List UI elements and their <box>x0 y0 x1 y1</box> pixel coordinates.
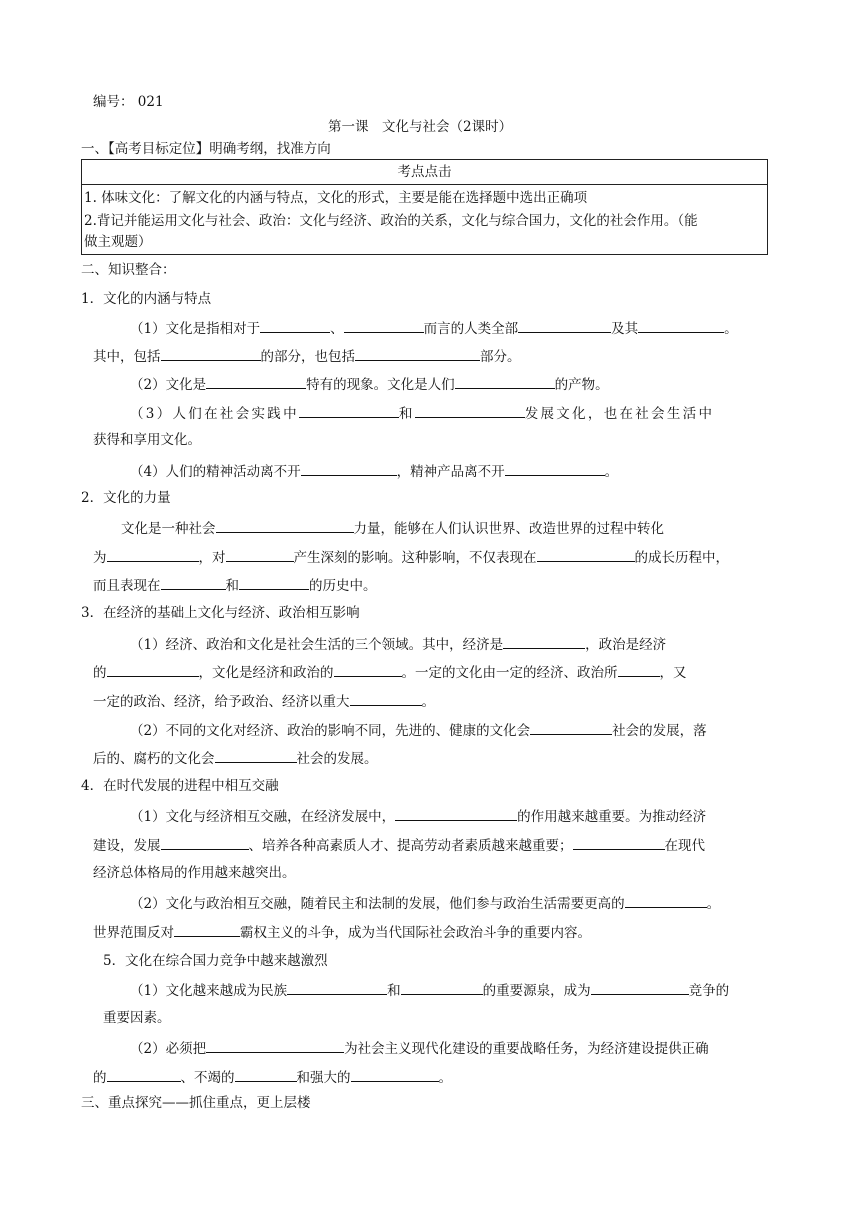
text: 。 <box>724 321 738 337</box>
topic-5-p2b <box>93 1067 452 1087</box>
fill-blank <box>505 461 605 476</box>
text: 的成长历程中， <box>634 550 729 566</box>
text: 的部分，也包括 <box>260 349 355 365</box>
fill-blank <box>351 1067 439 1082</box>
fill-blank <box>350 691 422 706</box>
text: 和强大的 <box>296 1070 351 1086</box>
text: （4）人们的精神活动离不开 <box>130 464 301 480</box>
fill-blank <box>287 980 387 995</box>
text: 的重要源泉，成为 <box>482 983 591 999</box>
text: 和 <box>398 406 415 422</box>
text: 及其 <box>611 321 639 337</box>
text: （2）文化与政治相互交融，随着民主和法制的发展，他们参与政治生活需要更高的 <box>130 896 625 912</box>
fill-blank <box>299 403 399 418</box>
topic-2-title: 2．文化的力量 <box>81 490 171 506</box>
text: （2）不同的文化对经济、政治的影响不同，先进的、健康的文化会 <box>130 723 531 739</box>
topic-4-p1b <box>93 835 705 855</box>
text: ，精神产品离不开 <box>396 464 505 480</box>
text: 的作用越来越重要。为推动经济 <box>517 809 707 825</box>
section2-heading: 二、知识整合： <box>81 262 176 278</box>
topic-3-p1 <box>130 634 666 654</box>
lesson-title: 第一课 文化与社会（2课时） <box>328 119 513 135</box>
text: 为社会主义现代化建设的重要战略任务，为经济建设提供正确 <box>344 1041 709 1057</box>
text: 的产物。 <box>554 377 609 393</box>
topic-5-p1b: 重要因素。 <box>103 1010 171 1026</box>
text: （3）人们在社会实践中 <box>130 406 299 422</box>
fill-blank <box>530 720 612 735</box>
topic-2-p1c <box>93 575 377 595</box>
text: 。 <box>438 1070 452 1086</box>
topic-4-p1c: 经济总体格局的作用越来越突出。 <box>93 865 296 881</box>
topic-1-p3b: 获得和享用文化。 <box>93 432 201 448</box>
fill-blank <box>625 893 707 908</box>
text: 一定的政治、经济，给予政治、经济以重大 <box>93 694 350 710</box>
fill-blank <box>301 461 397 476</box>
text: 而且表现在 <box>93 578 161 594</box>
topic-1-p4 <box>130 461 618 481</box>
topic-5-title: 5．文化在综合国力竞争中越来越激烈 <box>103 953 328 969</box>
fill-blank <box>206 374 306 389</box>
topic-1-p2 <box>130 374 609 394</box>
box-row-2a: 2.背记并能运用文化与社会、政治：文化与经济、政治的关系，文化与综合国力，文化的社会作用。（能 <box>84 213 698 229</box>
text: 社会的发展，落 <box>612 723 707 739</box>
fill-blank <box>591 980 689 995</box>
text: 产生深刻的影响。这种影响，不仅表现在 <box>293 550 537 566</box>
text: 、 <box>330 321 344 337</box>
text: 、不竭的 <box>180 1070 235 1086</box>
fill-blank <box>334 662 402 677</box>
text: 的 <box>93 665 107 681</box>
text: （2）必须把 <box>130 1041 207 1057</box>
fill-blank <box>573 835 665 850</box>
fill-blank <box>107 662 199 677</box>
text: 。一定的文化由一定的经济、政治所 <box>401 665 618 681</box>
fill-blank <box>355 346 480 361</box>
section3-heading: 三、重点探究——抓住重点，更上层楼 <box>81 1095 311 1111</box>
text: 建设，发展 <box>93 838 161 854</box>
topic-1-p3 <box>130 403 714 423</box>
fill-blank <box>638 318 724 333</box>
fill-blank <box>161 835 249 850</box>
fill-blank <box>260 318 330 333</box>
topic-1-p1 <box>130 318 738 338</box>
topic-3-p2 <box>130 720 707 740</box>
fill-blank <box>226 547 294 562</box>
text: （1）文化越来越成为民族 <box>130 983 288 999</box>
text: 。 <box>421 694 435 710</box>
exam-points-box <box>81 159 768 255</box>
fill-blank <box>455 374 555 389</box>
text: 发展文化，也在社会生活中 <box>524 406 715 422</box>
fill-blank <box>161 346 261 361</box>
topic-3-p2b <box>93 748 378 768</box>
text: 的历史中。 <box>309 578 377 594</box>
box-row-2b: 做主观题） <box>84 234 152 250</box>
fill-blank <box>107 547 199 562</box>
text: （2）文化是 <box>130 377 207 393</box>
fill-blank <box>503 634 585 649</box>
text: 和 <box>225 578 239 594</box>
topic-5-p1 <box>130 980 729 1000</box>
text: 。 <box>604 464 619 480</box>
topic-3-p1b <box>93 662 687 682</box>
topic-1-p1b <box>93 346 521 366</box>
fill-blank <box>107 1067 181 1082</box>
fill-blank <box>216 518 354 533</box>
text: （1）文化是指相对于 <box>130 321 261 337</box>
fill-blank <box>537 547 635 562</box>
text: 特有的现象。文化是人们 <box>306 377 455 393</box>
text: （1）经济、政治和文化是社会生活的三个领域。其中，经济是 <box>130 637 504 653</box>
text: （1）文化与经济相互交融，在经济发展中， <box>130 809 396 825</box>
fill-blank <box>239 575 309 590</box>
text: 后的、腐朽的文化会 <box>93 751 215 767</box>
text: 而言的人类全部 <box>423 321 519 337</box>
fill-blank <box>344 318 424 333</box>
topic-1-title: 1．文化的内涵与特点 <box>81 291 212 307</box>
fill-blank <box>415 403 525 418</box>
box-row-1: 1. 体味文化：了解文化的内涵与特点，文化的形式，主要是能在选择题中选出正确项 <box>84 190 588 206</box>
text: 社会的发展。 <box>296 751 378 767</box>
fill-blank <box>215 748 297 763</box>
doc-number: 编号： 021 <box>93 94 164 110</box>
section1-heading: 一、【高考目标定位】明确考纲，找准方向 <box>81 141 331 157</box>
topic-4-p2b <box>93 922 591 942</box>
fill-blank <box>235 1067 297 1082</box>
topic-5-p2 <box>130 1038 709 1058</box>
box-header: 考点点击 <box>82 160 767 185</box>
text: 在现代 <box>664 838 705 854</box>
text: 竞争的 <box>688 983 730 999</box>
text: 霸权主义的斗争，成为当代国际社会政治斗争的重要内容。 <box>240 925 591 941</box>
fill-blank <box>618 662 660 677</box>
text: 其中，包括 <box>93 349 161 365</box>
text: 部分。 <box>480 349 521 365</box>
text: ，文化是经济和政治的 <box>198 665 334 681</box>
fill-blank <box>206 1038 344 1053</box>
fill-blank <box>401 980 483 995</box>
text: 文化是一种社会 <box>121 521 216 537</box>
text: ，政治是经济 <box>585 637 667 653</box>
fill-blank <box>395 806 517 821</box>
text: ，又 <box>659 665 687 681</box>
topic-3-p1c <box>93 691 435 711</box>
text: 为 <box>93 550 107 566</box>
fill-blank <box>518 318 611 333</box>
topic-3-title: 3．在经济的基础上文化与经济、政治相互影响 <box>81 605 360 621</box>
topic-4-title: 4．在时代发展的进程中相互交融 <box>81 778 279 794</box>
topic-4-p1 <box>130 806 706 826</box>
fill-blank <box>161 575 226 590</box>
topic-4-p2 <box>130 893 720 913</box>
text: 、培养各种高素质人才、提高劳动者素质越来越重要； <box>248 838 573 854</box>
topic-2-p1b <box>93 547 729 567</box>
text: 力量，能够在人们认识世界、改造世界的过程中转化 <box>353 521 664 537</box>
text: 的 <box>93 1070 107 1086</box>
fill-blank <box>174 922 240 937</box>
topic-2-p1 <box>121 518 664 538</box>
text: 世界范围反对 <box>93 925 174 941</box>
text: ，对 <box>198 550 226 566</box>
text: 和 <box>387 983 401 999</box>
text: 。 <box>706 896 721 912</box>
